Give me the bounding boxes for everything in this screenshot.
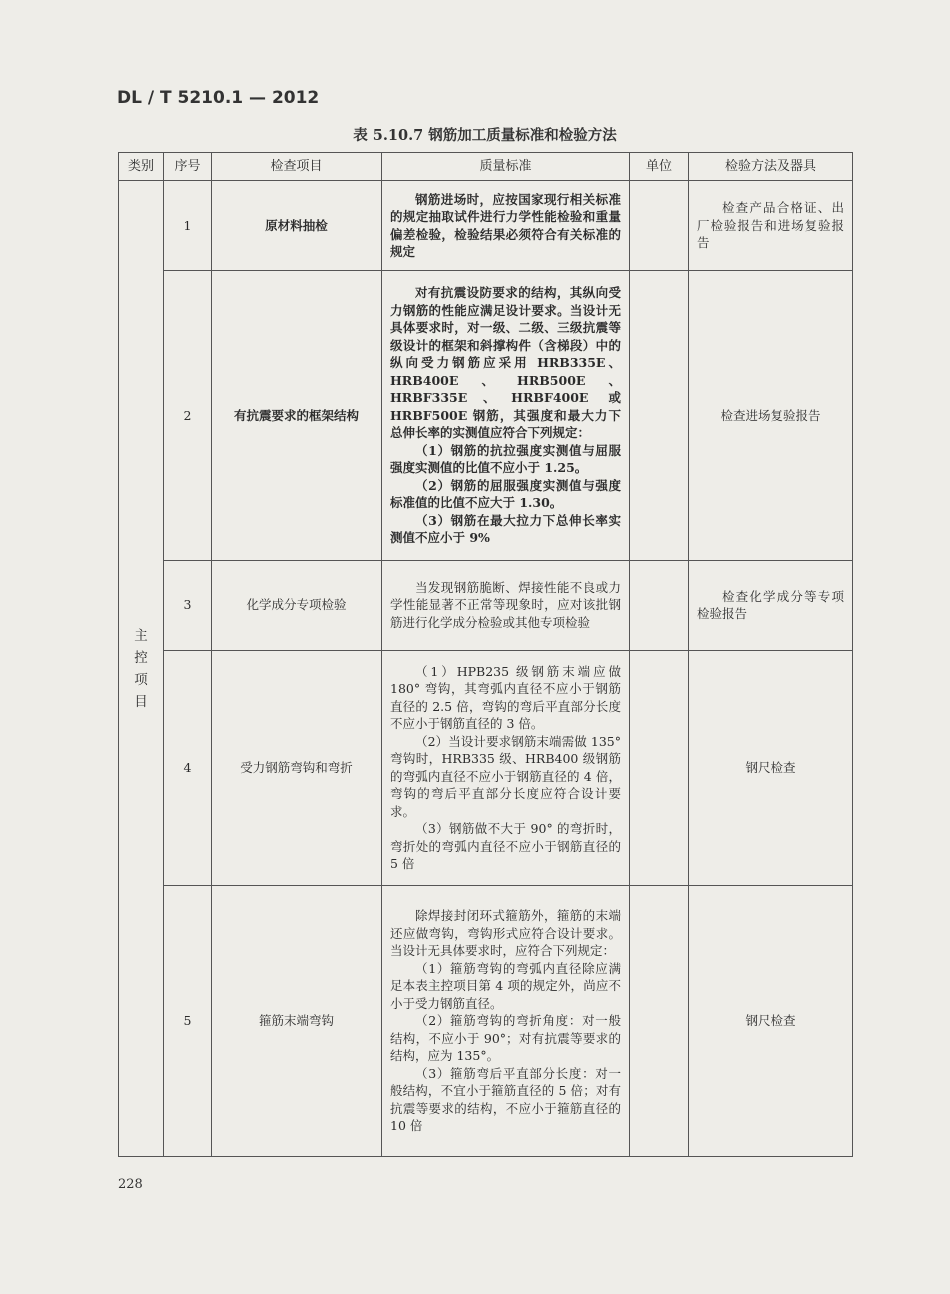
standard-cell xyxy=(382,560,630,650)
seq-cell: 3 xyxy=(164,560,212,650)
method-cell: 钢尺检查 xyxy=(689,650,853,885)
seq-cell: 1 xyxy=(164,181,212,271)
document-code: DL / T 5210.1 — 2012 xyxy=(117,88,320,108)
standard-paragraph: 除焊接封闭环式箍筋外，箍筋的末端还应做弯钩，弯钩形式应符合设计要求。当设计无具体要求时，应符合下列规定： xyxy=(390,908,621,959)
standard-paragraph: （2）钢筋的屈服强度实测值与强度标准值的比值不应大于 1.30。 xyxy=(390,477,621,511)
method-cell: 钢尺检查 xyxy=(689,885,853,1156)
table-row xyxy=(119,560,853,650)
header-unit: 单位 xyxy=(630,153,689,181)
category-cell xyxy=(119,181,164,1157)
table-header-row xyxy=(119,153,853,181)
category-char: 目 xyxy=(134,693,148,710)
standard-cell xyxy=(382,650,630,885)
seq-cell: 2 xyxy=(164,271,212,560)
unit-cell xyxy=(630,181,689,271)
item-cell: 箍筋末端弯钩 xyxy=(212,885,382,1156)
unit-cell xyxy=(630,885,689,1156)
standard-cell xyxy=(382,885,630,1156)
table-row xyxy=(119,271,853,560)
item-cell: 有抗震要求的框架结构 xyxy=(212,271,382,560)
seq-cell: 5 xyxy=(164,885,212,1156)
header-category: 类别 xyxy=(119,153,164,181)
standard-paragraph: （1）HPB235 级钢筋末端应做 180° 弯钩，其弯弧内直径不应小于钢筋直径的 2.5 倍，弯钩的弯后平直部分长度不应小于钢筋直径的 3 倍。 xyxy=(390,663,621,732)
standard-paragraph: （1）钢筋的抗拉强度实测值与屈服强度实测值的比值不应小于 1.25。 xyxy=(390,442,621,476)
standard-paragraph: （2）箍筋弯钩的弯折角度：对一般结构，不应小于 90°；对有抗震等要求的结构，应为 135°。 xyxy=(390,1013,621,1064)
item-cell: 原材料抽检 xyxy=(212,181,382,271)
header-standard: 质量标准 xyxy=(382,153,630,181)
unit-cell xyxy=(630,271,689,560)
standard-paragraph: （1）箍筋弯钩的弯弧内直径除应满足本表主控项目第 4 项的规定外，尚应不小于受力钢筋直径。 xyxy=(390,960,621,1011)
page-number: 228 xyxy=(118,1177,143,1192)
method-cell: 检查产品合格证、出厂检验报告和进场复验报告 xyxy=(689,181,853,271)
method-cell: 检查进场复验报告 xyxy=(689,271,853,560)
quality-standard-table xyxy=(118,152,853,1157)
header-seq: 序号 xyxy=(164,153,212,181)
standard-paragraph: 当发现钢筋脆断、焊接性能不良或力学性能显著不正常等现象时，应对该批钢筋进行化学成分检验或其他专项检验 xyxy=(390,579,621,630)
standard-cell xyxy=(382,271,630,560)
category-char: 控 xyxy=(134,649,148,666)
table-row xyxy=(119,181,853,271)
unit-cell xyxy=(630,650,689,885)
standard-paragraph: （3）钢筋在最大拉力下总伸长率实测值不应小于 9% xyxy=(390,512,621,546)
table-row xyxy=(119,885,853,1156)
header-item: 检查项目 xyxy=(212,153,382,181)
standard-paragraph: （2）当设计要求钢筋末端需做 135° 弯钩时，HRB335 级、HRB400 级钢筋的弯弧内直径不应小于钢筋直径的 4 倍，弯钩的弯后平直部分长度应符合设计要求。 xyxy=(390,733,621,819)
item-cell: 化学成分专项检验 xyxy=(212,560,382,650)
category-char: 主 xyxy=(134,627,148,644)
item-cell: 受力钢筋弯钩和弯折 xyxy=(212,650,382,885)
standard-paragraph: 对有抗震设防要求的结构，其纵向受力钢筋的性能应满足设计要求。当设计无具体要求时，对一级、二级、三级抗震等级设计的框架和斜撑构件（含梯段）中的纵向受力钢筋应采用 HRB335E、HRB400E、HRB500E、HRBF335E、HRBF400E 或 HRBF500E 钢筋，其强度和最大力下总伸长率的实测值应符合下列规定： xyxy=(390,285,621,441)
standard-cell xyxy=(382,181,630,271)
seq-cell: 4 xyxy=(164,650,212,885)
table-row xyxy=(119,650,853,885)
method-cell: 检查化学成分等专项检验报告 xyxy=(689,560,853,650)
standard-paragraph: （3）箍筋弯后平直部分长度：对一般结构，不宜小于箍筋直径的 5 倍；对有抗震等要求的结构，不应小于箍筋直径的 10 倍 xyxy=(390,1065,621,1134)
table-title: 表 5.10.7 钢筋加工质量标准和检验方法 xyxy=(353,127,617,144)
category-char: 项 xyxy=(134,671,148,688)
unit-cell xyxy=(630,560,689,650)
header-method: 检验方法及器具 xyxy=(689,153,853,181)
standard-paragraph: （3）钢筋做不大于 90° 的弯折时，弯折处的弯弧内直径不应小于钢筋直径的 5 倍 xyxy=(390,821,621,872)
standard-paragraph: 钢筋进场时，应按国家现行相关标准的规定抽取试件进行力学性能检验和重量偏差检验，检验结果必须符合有关标准的规定 xyxy=(390,191,621,260)
